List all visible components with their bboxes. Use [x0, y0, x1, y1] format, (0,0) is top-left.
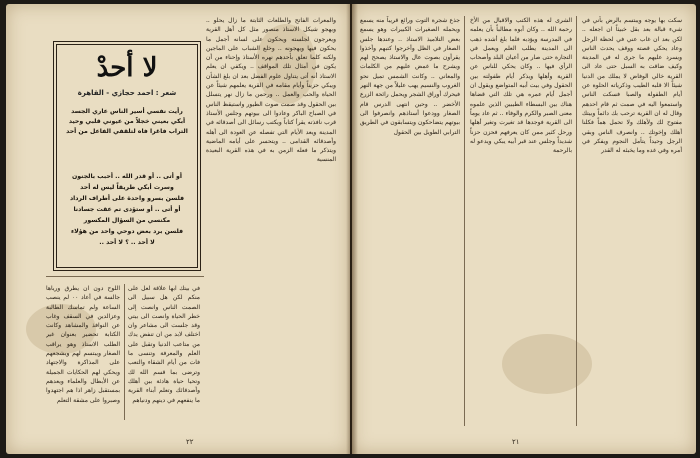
poem-verse: فلسن بسرو واحدة على أطراف الرداد: [69, 195, 185, 202]
divider: [46, 276, 204, 277]
page-number: ٢١: [512, 438, 520, 446]
magazine-spread: [6, 4, 696, 454]
poem-verses: [65, 171, 189, 248]
poem-box: [56, 44, 198, 268]
poem-verse: وسرت أبكي طريقاً ليس له أحد: [80, 184, 174, 191]
poem-verse: فلسن برد بعض دوحي واحد من هؤلاء: [70, 228, 184, 235]
article-text: سكت بها يوجه ويبتسم بالرض بأني في شيء قبالة بعد بقل خبيثاً ان اجعله .. لكن بعد ان غاب عني في لحظة الرجل وعاد يحكي قصته ووقف يحدث الناس ويسرد عليهم ما جرى له في المدينة وكيف ضاقت به السبل حتى عاد الى القرية خالي الوفاض لا يملك من الدنيا شيئاً الا قلبه الطيب وذكرياته الحلوة عن أيام الطفولة والصبا فسكت الناس واستمعوا اليه في صمت ثم قام احدهم وقال له ان القرية ترحب بك دائماً وبيتك مفتوح لك ولأهلك ولا تحمل هماً فكلنا أهلك وإخوتك .. وانصرف الناس وبقي الرجل وحيداً يتأمل النجوم ويفكر في أمره وفي غده وما يخبئه له القدر: [582, 17, 682, 155]
article-text: جذع شجرة التوت ورائع قريباً منه يسمع ويحمله الصغيرات الكبيرات وهو يسمع بعض التلاميذ الاستاذ .. وعندها جلس الصغار في الظل وأخرجوا كتبهم وأخذوا يقرأون بصوت عال والاستاذ يصحح لهم ويشرح ما غمض عليهم من الكلمات والمعاني .. وكانت الشمس تميل نحو الغروب والنسيم يهب عليلاً من جهة النهر فيحرك أوراق الشجر ويحمل رائحة الزرع الأخضر .. وحين انتهى الدرس قام الصغار وودعوا أستاذهم وانصرفوا الى بيوتهم يتضاحكون ويتسابقون في الطريق الترابي الطويل بين الحقول: [360, 17, 460, 136]
article-column: [128, 284, 200, 422]
divider: [464, 16, 465, 426]
left-page: [6, 4, 350, 454]
poem-verse: مكنسي من السؤال المكسور: [83, 217, 171, 224]
divider: [576, 16, 577, 426]
article-text: في بيتك ابها علاقة لعل على منكم لكن هل سبيل الى الصمت الناس وانصت إلى خطر الحياة وانصت الى بيتي وقد جلست الى مشاعر وان اختلف لابد من ان تنفض يدك من متاعب الدنيا وتقبل على العلم والمعرفة وتنسى ما فات من أيام الشقاء والتعب وترضى بما قسم الله لك وتحيا حياة هادئة بين أهلك وأصدقائك وتعلم أبناء القرية ما ينفعهم في دينهم ودنياهم: [128, 285, 200, 404]
article-column: [46, 284, 120, 422]
poem-intro: رأيت نفسي أسير الناس عاري الجسد أبكي بعيني خجلاً من عيوني قلبي وحيد التراب فاغرا فاه لتلقفي الفاعل من أحد: [66, 108, 188, 135]
article-text: والمعرات الفاتح والطلعات الثابتة ما زال يحلو .. ويهجو شيكل الاستاذ منصور مثل كل أهل القرية ويعرجون لجلسته ويحكون على لسانه أجمل ما يحكون فيها ويهجونه .. وخلع الشباب على الماجين ولكنه كلما تعلق بأحدهم نهره الأستاذ وإحناء من أن يكون في أمثال تلك المواقف .. ويكفي ان يعلم الاستاذ أنه أتى يتناول علوم الفضل بعد ان بلغ الشأن ويبكي حزيناً وأيام مقامه في القرية يعلمهم شيئاً عن الحياة والحب والعمل .. ورحمن ما زال نهر يتسلل بين الحقول وقد صمت صوت الطيور واستيقظ الناس في الصباح الباكر وعادوا الى بيوتهم وجلس الأستاذ قرب نافذته يقرأ كتاباً ويكتب رسائل الى أصدقائه في المدينة ويعد الأيام التي تفصله عن العودة الى أهله وأصدقائه القدامى .. ويتحسر على أيامه الماضية ويتذكر ما فعله الزمن به في هذه القرية البعيدة المنسية: [206, 17, 336, 164]
article-column: [206, 16, 336, 384]
poem-verse: لا أحد .. ؟ لا أحد ..: [99, 239, 155, 246]
poem-title: لا أحدْ: [96, 53, 158, 83]
article-column: [582, 16, 682, 431]
article-text: الشرى له هذه الكتب والاقبال من الأخ رحمة الله .. وكان أبوه مطالباً بأن يعلمه في المدرسة ويؤدبه فلما بلغ أشده ذهب الى المدينة يطلب العلم ويعمل في التجارة حتى صار من أعيان البلد وأصحاب الرأي فيها .. وكان يحكي للناس عن القرية وأهلها ويذكر أيام طفولته بين الحقول وفي بيت أبيه المتواضع ويقول ان أجمل أيام عمره هي تلك التي قضاها هناك بين البسطاء الطيبين الذين علموه معنى الصبر والكرم والوفاء .. ثم عاد يوماً الى القرية فوجدها قد تغيرت وتغير أهلها ورحل كثير ممن كان يعرفهم فحزن حزناً شديداً وجلس عند قبر أبيه يبكي ويدعو له بالرحمة: [470, 17, 572, 155]
binding-gutter: [346, 4, 358, 454]
divider: [124, 284, 125, 420]
article-column: [470, 16, 572, 431]
page-number: ٢٢: [186, 438, 194, 446]
poem-verse: أو أتى .. أو ستؤدى تم عقت جسادنا: [73, 206, 181, 213]
poem-verse: أو أتى .. أو قدر الله .. أحبب بالجنون: [72, 173, 182, 180]
article-text: اللوح دون ان يطرق ورياها جالسة في أعاد ٠٠ لم ينصب الساعة ولم تماسك الطالبة وعزالدين في السقف وغاب عن النوافذ والمشاهد وكانت الكتابة تحضير بعنوان غير الطلب الاستاذ وهو يراقب الصغار ويبتسم لهم ويشجعهم على المذاكرة والاجتهاد ويحكي لهم الحكايات الجميلة عن الأبطال والعلماء ويعدهم بمستقبل زاهر اذا هم اجتهدوا وصبروا على مشقة التعلم: [46, 285, 120, 404]
poem-byline: شعر : احمد حجازي - القاهرة: [77, 89, 177, 97]
right-page: [352, 4, 696, 454]
article-column: [360, 16, 460, 431]
